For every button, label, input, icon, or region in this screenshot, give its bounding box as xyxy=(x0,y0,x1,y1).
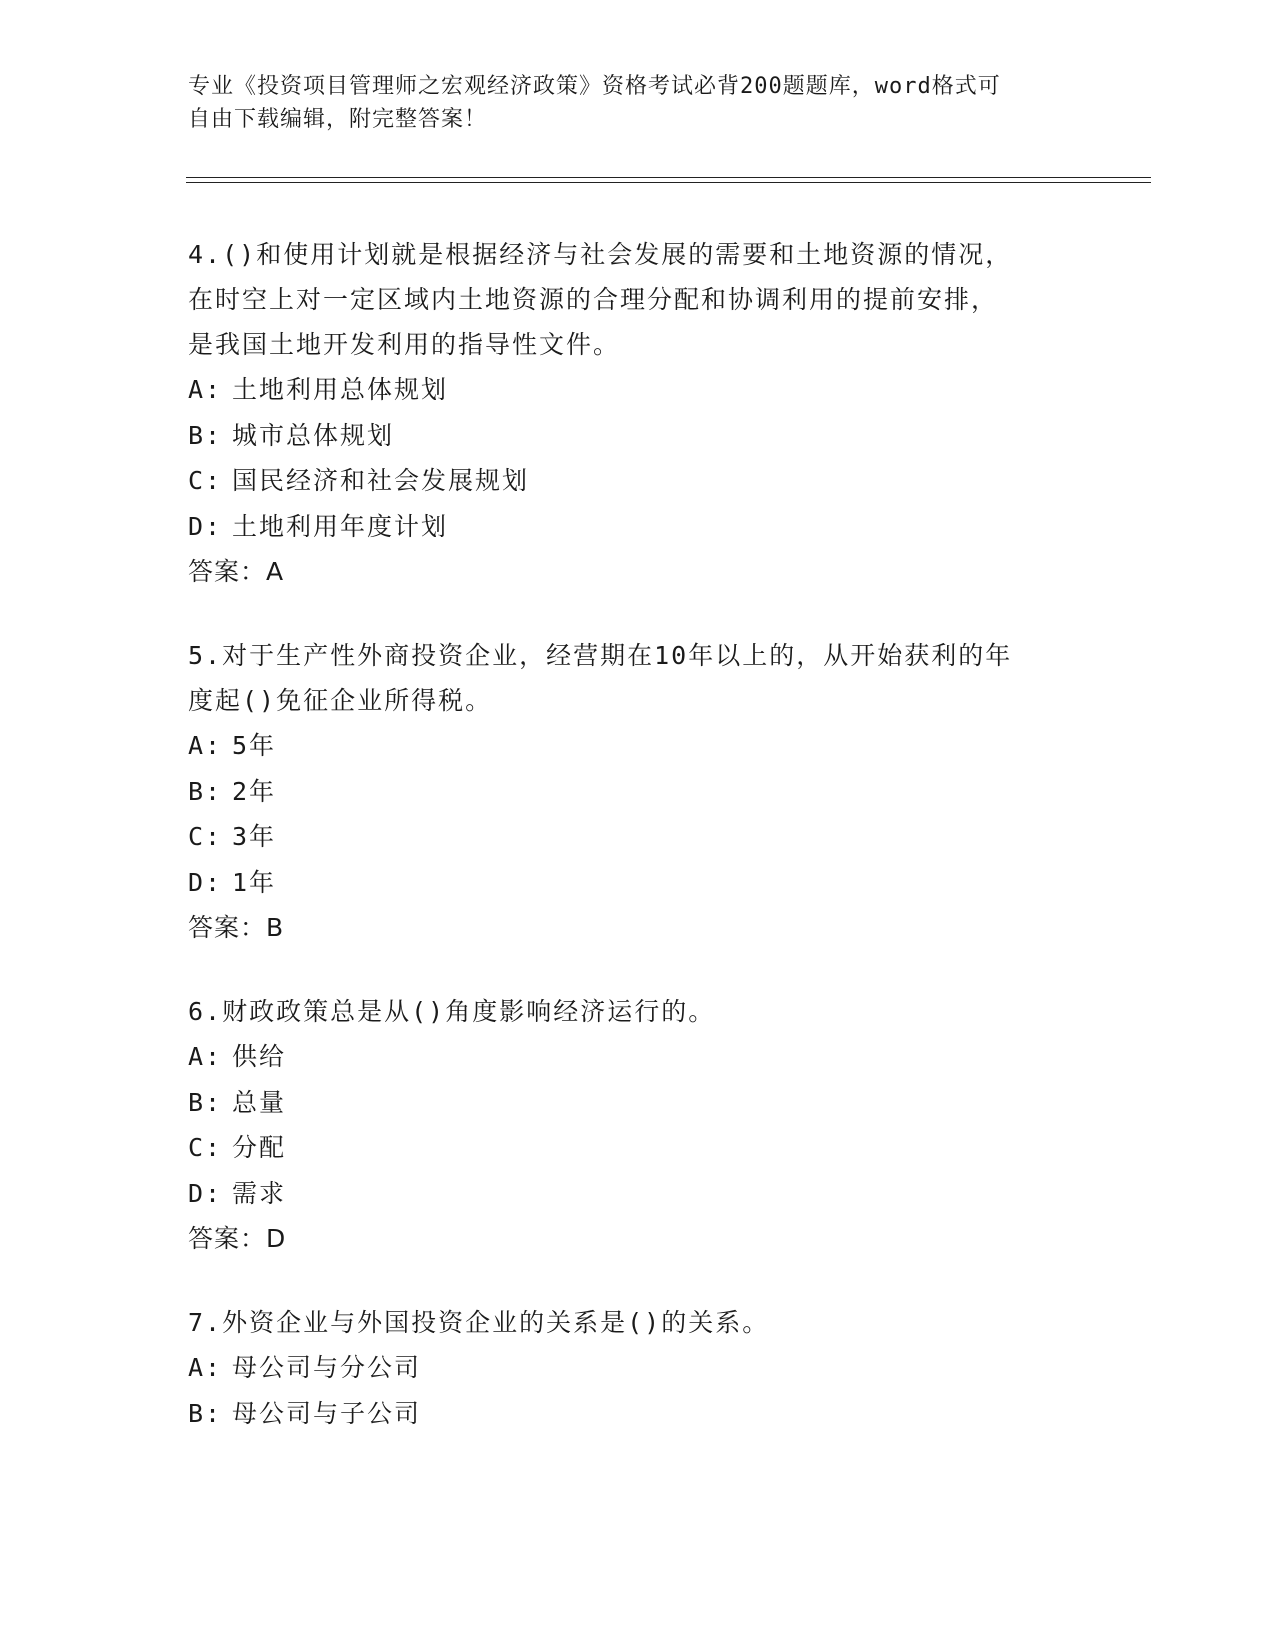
option-key: A: xyxy=(188,375,223,404)
option-c xyxy=(188,814,1088,860)
answer: 答案：A xyxy=(188,557,285,586)
option-a xyxy=(188,1034,1088,1080)
answer: 答案：D xyxy=(188,1224,287,1253)
option-c xyxy=(188,458,1088,504)
option-key: A: xyxy=(188,1042,223,1071)
option-key: C: xyxy=(188,822,223,851)
option-text: 土地利用总体规划 xyxy=(232,375,449,404)
option-key: A: xyxy=(188,1353,223,1382)
option-a xyxy=(188,723,1088,769)
option-d xyxy=(188,860,1088,906)
option-text: 土地利用年度计划 xyxy=(232,511,449,541)
option-text: 城市总体规划 xyxy=(232,420,395,450)
question-4 xyxy=(188,232,1088,594)
document-header xyxy=(188,70,1068,136)
option-key: C: xyxy=(188,1133,223,1162)
header-line-2: 自由下载编辑，附完整答案！ xyxy=(188,107,488,132)
option-c xyxy=(188,1125,1088,1171)
question-text: 度起()免征企业所得税。 xyxy=(188,686,493,715)
question-6 xyxy=(188,989,1088,1261)
option-key: B: xyxy=(188,1087,223,1117)
option-text: 供给 xyxy=(232,1042,287,1071)
header-line-1: 专业《投资项目管理师之宏观经济政策》资格考试必背200题题库，word格式可 xyxy=(188,74,1001,99)
option-key: D: xyxy=(188,867,223,897)
question-5 xyxy=(188,633,1088,950)
answer: 答案：B xyxy=(188,913,285,942)
option-text: 3年 xyxy=(232,822,277,851)
option-key: D: xyxy=(188,511,223,541)
option-b xyxy=(188,769,1088,815)
option-key: B: xyxy=(188,420,223,450)
question-text: 4.()和使用计划就是根据经济与社会发展的需要和土地资源的情况， xyxy=(188,240,1013,269)
question-text: 7.外资企业与外国投资企业的关系是()的关系。 xyxy=(188,1308,770,1337)
option-key: A: xyxy=(188,731,223,760)
option-text: 2年 xyxy=(232,776,277,806)
option-text: 总量 xyxy=(232,1087,287,1117)
option-text: 母公司与子公司 xyxy=(232,1398,422,1428)
option-text: 1年 xyxy=(232,867,277,897)
question-list xyxy=(188,232,1088,1475)
header-divider-bottom xyxy=(186,182,1151,183)
option-text: 国民经济和社会发展规划 xyxy=(232,466,530,495)
option-d xyxy=(188,504,1088,550)
option-text: 母公司与分公司 xyxy=(232,1353,422,1382)
option-key: C: xyxy=(188,466,223,495)
question-text: 6.财政政策总是从()角度影响经济运行的。 xyxy=(188,997,716,1026)
option-key: D: xyxy=(188,1178,223,1208)
option-text: 分配 xyxy=(232,1133,287,1162)
question-7 xyxy=(188,1300,1088,1436)
question-text: 在时空上对一定区域内土地资源的合理分配和协调利用的提前安排， xyxy=(188,285,999,314)
option-b xyxy=(188,1080,1088,1126)
option-b xyxy=(188,1391,1088,1437)
option-a xyxy=(188,367,1088,413)
option-key: B: xyxy=(188,776,223,806)
option-b xyxy=(188,413,1088,459)
option-text: 需求 xyxy=(232,1178,287,1208)
option-text: 5年 xyxy=(232,731,277,760)
header-divider-top xyxy=(186,177,1151,178)
question-text: 5.对于生产性外商投资企业，经营期在10年以上的，从开始获利的年 xyxy=(188,641,1013,670)
option-a xyxy=(188,1345,1088,1391)
option-key: B: xyxy=(188,1398,223,1428)
question-text: 是我国土地开发利用的指导性文件。 xyxy=(188,330,621,359)
option-d xyxy=(188,1171,1088,1217)
